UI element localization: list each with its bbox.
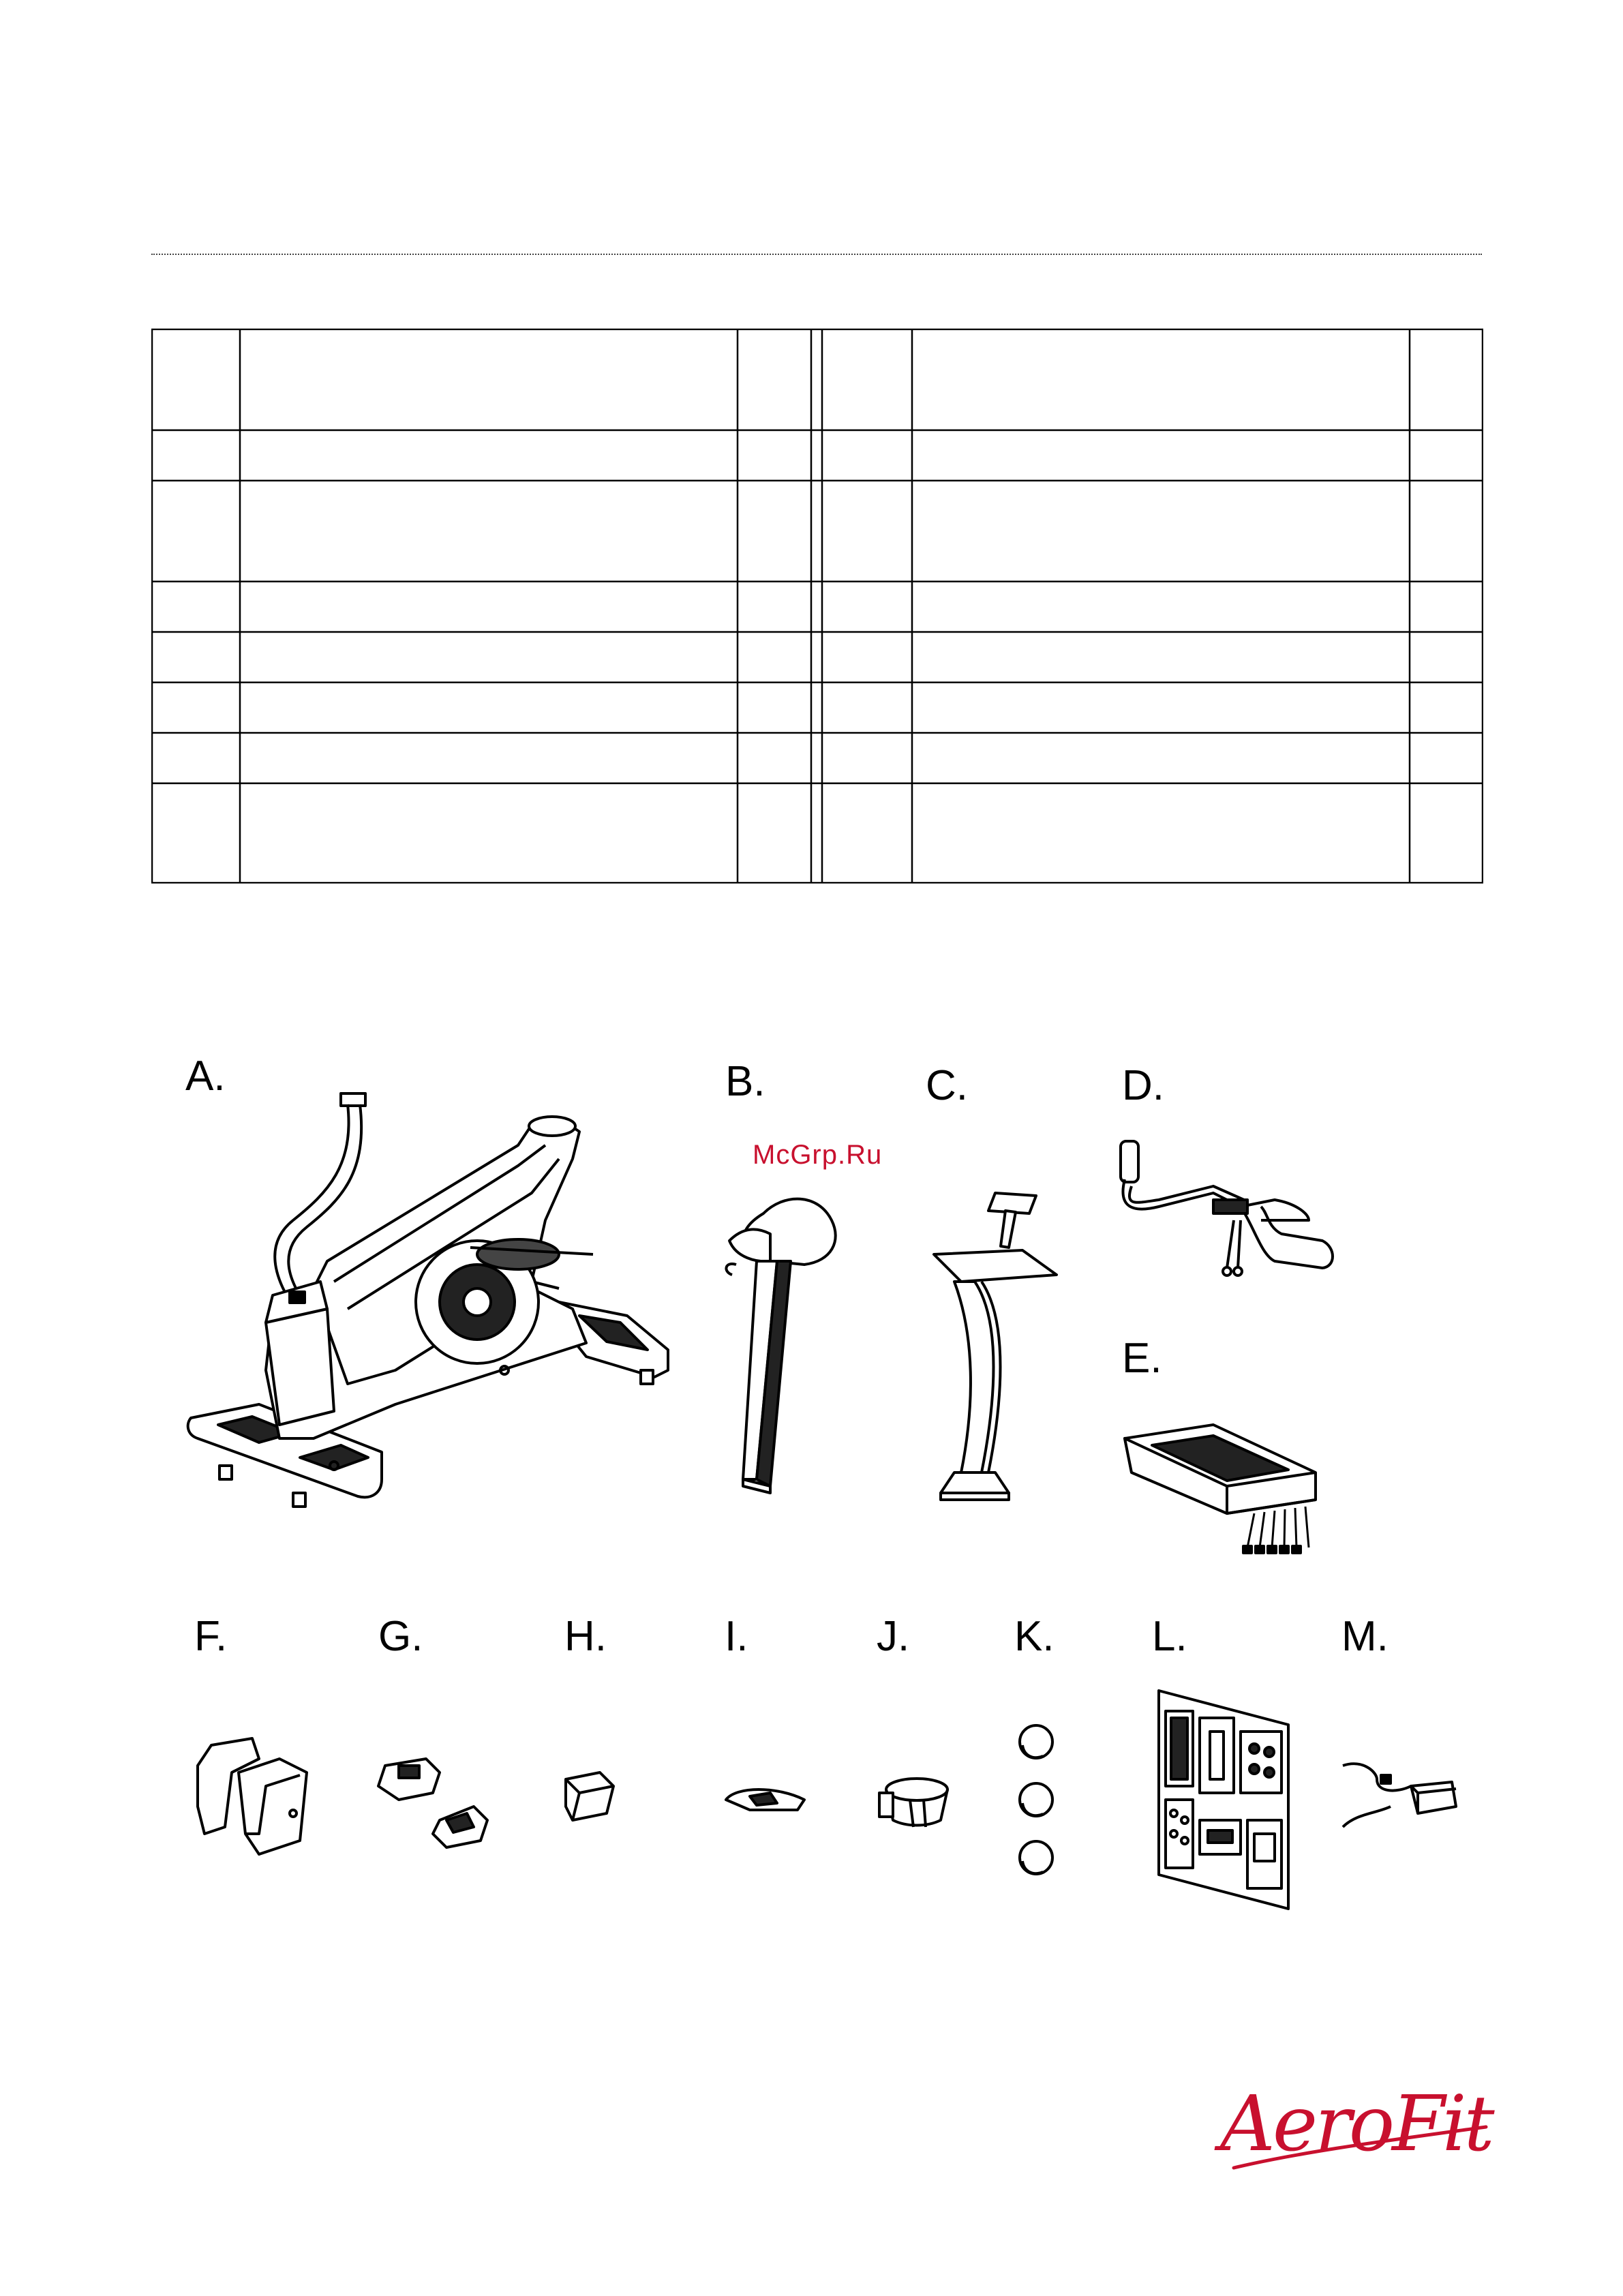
part-label-k: K.: [1014, 1613, 1055, 1660]
cover-set-f-drawing: [191, 1732, 314, 1861]
part-label-a: A.: [185, 1053, 226, 1100]
main-frame-drawing: [177, 1084, 682, 1561]
seat-post-drawing: [716, 1186, 852, 1500]
power-adapter-drawing: [1336, 1752, 1459, 1841]
bottle-holder-drawing: [873, 1772, 954, 1834]
part-label-e: E.: [1122, 1335, 1162, 1382]
part-label-h: H.: [564, 1613, 607, 1660]
hardware-pack-drawing: [1145, 1684, 1302, 1916]
part-label-b: B.: [725, 1058, 765, 1105]
part-label-i: I.: [725, 1613, 748, 1660]
parts-table-grid: [151, 329, 1483, 883]
part-label-d: D.: [1122, 1062, 1164, 1109]
part-label-f: F.: [194, 1613, 228, 1660]
handlebar-drawing: [1104, 1132, 1350, 1309]
part-label-m: M.: [1341, 1613, 1389, 1660]
part-label-l: L.: [1152, 1613, 1187, 1660]
header-divider: [151, 254, 1482, 255]
cover-h-drawing: [559, 1766, 620, 1827]
parts-table: [151, 329, 1483, 883]
cover-set-g-drawing: [371, 1752, 494, 1854]
watermark: McGrp.Ru: [753, 1140, 883, 1170]
handlebar-post-drawing: [920, 1186, 1070, 1513]
part-label-c: C.: [926, 1062, 968, 1109]
aerofit-logo: [1220, 2080, 1493, 2181]
console-drawing: [1111, 1418, 1356, 1582]
part-label-j: J.: [877, 1613, 910, 1660]
cover-i-drawing: [723, 1779, 811, 1820]
part-label-g: G.: [378, 1613, 423, 1660]
end-caps-drawing: [1009, 1718, 1063, 1882]
brand-wordmark: AeroFit: [1220, 2080, 1492, 2169]
logo-swoosh: [1220, 2080, 1493, 2181]
